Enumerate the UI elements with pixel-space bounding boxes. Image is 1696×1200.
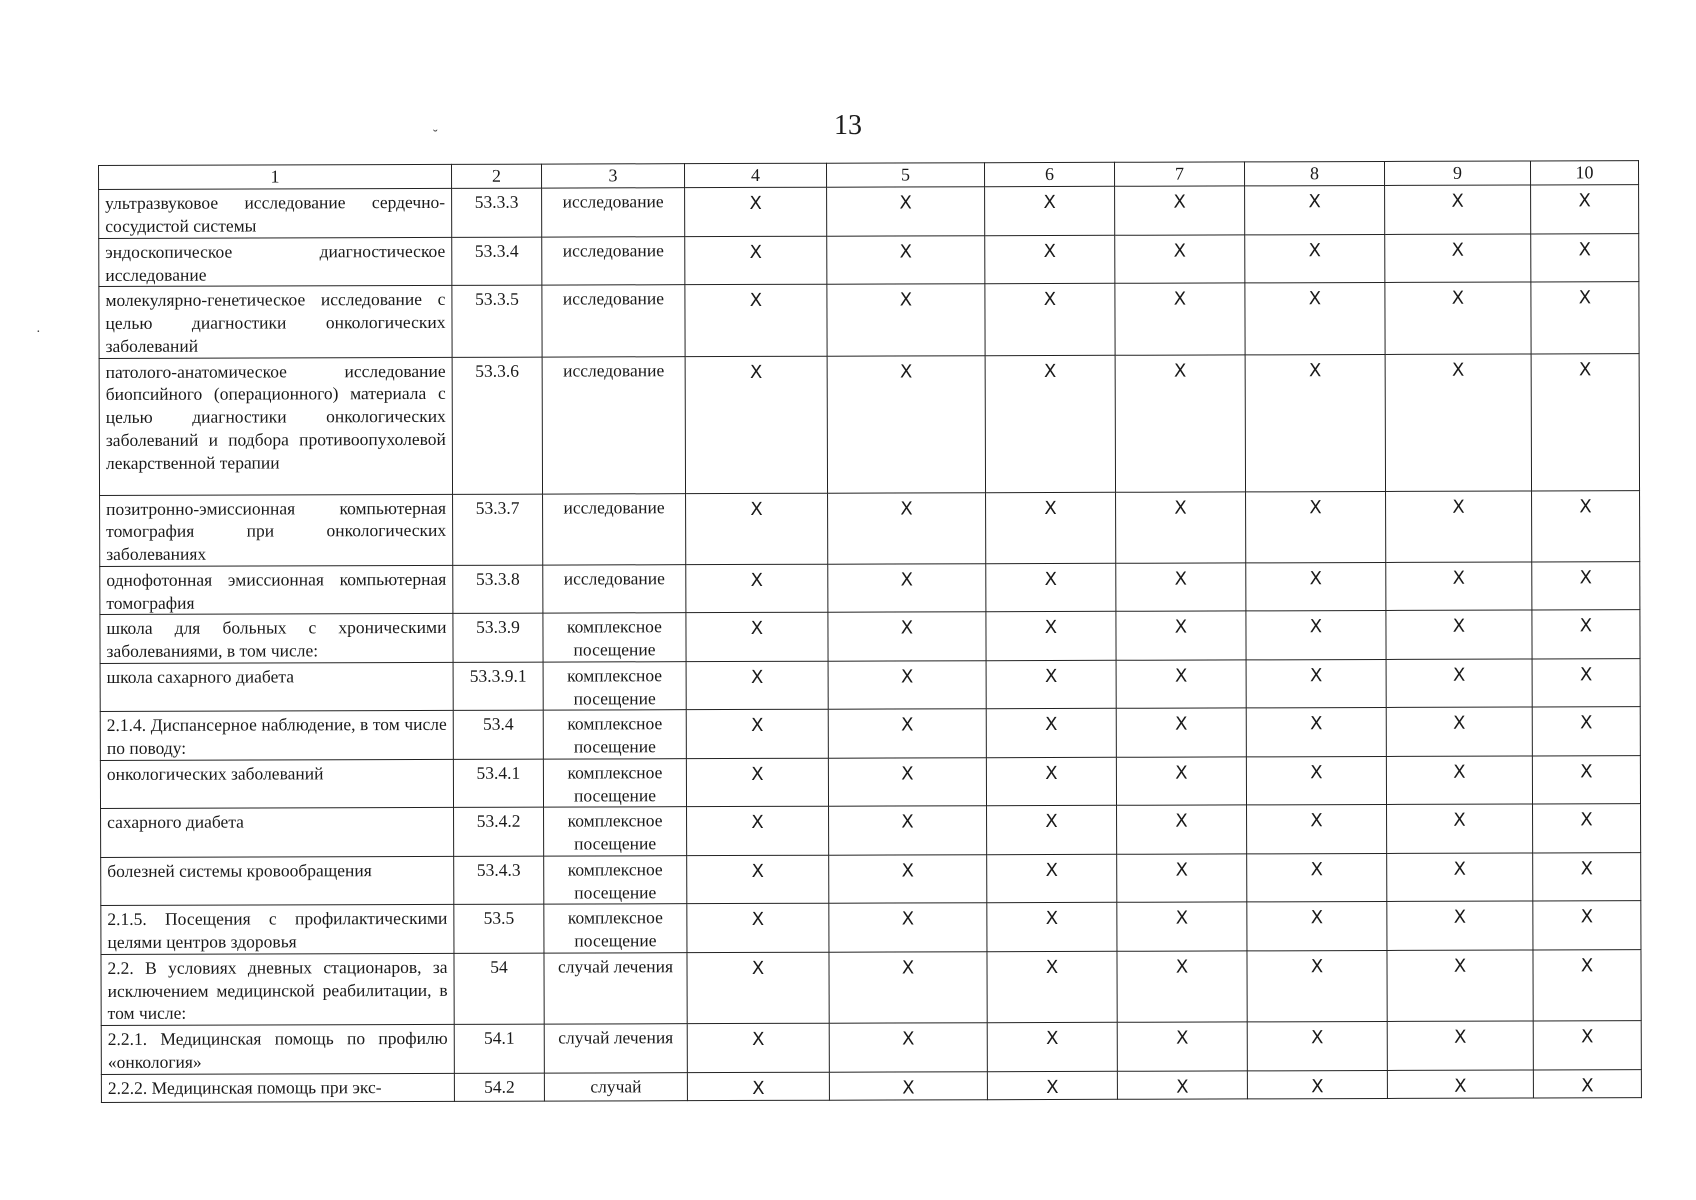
row-value-cell: X — [1385, 234, 1531, 283]
table-row — [100, 756, 1640, 809]
row-value-cell: X — [1532, 659, 1640, 708]
row-name-cell: 2.2.1. Медицинская помощь по профилю «онкология» — [101, 1025, 454, 1075]
row-value-cell: X — [987, 1071, 1117, 1100]
table-row — [101, 853, 1641, 906]
table-body — [99, 185, 1642, 1102]
row-value-cell: X — [1246, 562, 1386, 611]
row-name-cell: однофотонная эмиссионная компьютерная томография — [100, 565, 453, 615]
row-code-cell: 54.1 — [454, 1024, 544, 1073]
row-unit-cell: исследование — [543, 565, 686, 614]
header-cell: 6 — [984, 162, 1114, 187]
row-unit-cell: комплексное посещение — [543, 662, 686, 711]
row-value-cell: X — [1387, 950, 1533, 1022]
row-name-cell: болезней системы кровообращения — [101, 856, 454, 906]
row-name-cell: 2.1.5. Посещения с профилактическими целями центров здоровья — [101, 905, 454, 955]
table-row — [99, 185, 1639, 238]
row-value-cell: X — [1117, 951, 1247, 1023]
row-value-cell: X — [1116, 492, 1246, 564]
row-code-cell: 53.3.9.1 — [453, 662, 543, 711]
row-value-cell: X — [827, 236, 985, 285]
row-value-cell: X — [986, 492, 1116, 564]
row-name-cell: 2.2. В условиях дневных стационаров, за исключением медицинской реабилитации, в том числе: — [101, 953, 454, 1025]
row-value-cell: X — [987, 903, 1117, 952]
row-name-cell: школа сахарного диабета — [100, 662, 453, 712]
row-unit-cell: случай лечения — [544, 1024, 687, 1073]
table-row — [100, 610, 1640, 663]
table-row — [100, 562, 1640, 615]
row-name-cell: онкологических заболеваний — [100, 759, 453, 809]
table-row — [100, 490, 1640, 566]
row-unit-cell: комплексное посещение — [543, 759, 686, 808]
row-name-cell: ультразвуковое исследование сердечно-сосудистой системы — [99, 189, 452, 239]
row-name-cell: молекулярно-генетическое исследование с целью диагностики онкологических заболеваний — [99, 286, 452, 358]
row-name-cell: патолого-анатомическое исследование биопсийного (операционного) материала с целью диагностики онкологических заболеваний и подбора противоопухолевой лекарственной терапии — [99, 357, 452, 495]
row-value-cell: X — [986, 660, 1116, 709]
row-value-cell: X — [1532, 490, 1640, 562]
row-value-cell: X — [1531, 234, 1639, 283]
row-unit-cell: случай лечения — [544, 953, 687, 1025]
row-value-cell: X — [1246, 491, 1386, 563]
row-value-cell: X — [1386, 491, 1532, 563]
row-value-cell: X — [985, 355, 1115, 492]
row-value-cell: X — [986, 709, 1116, 758]
row-value-cell: X — [1116, 563, 1246, 612]
row-value-cell: X — [987, 1022, 1117, 1071]
table-row — [100, 707, 1640, 760]
row-value-cell: X — [985, 187, 1115, 236]
row-value-cell: X — [1532, 610, 1640, 659]
row-value-cell: X — [829, 855, 987, 904]
row-value-cell: X — [1387, 804, 1533, 853]
row-value-cell: X — [828, 612, 986, 661]
row-value-cell: X — [1531, 185, 1639, 234]
table-row — [100, 659, 1640, 712]
row-code-cell: 53.4.3 — [454, 856, 544, 905]
row-value-cell: X — [1247, 1022, 1387, 1071]
table-row — [101, 901, 1641, 954]
row-value-cell: X — [1386, 659, 1532, 708]
row-value-cell: X — [1246, 611, 1386, 660]
row-code-cell: 53.4.1 — [453, 759, 543, 808]
row-value-cell: X — [1115, 186, 1245, 235]
row-value-cell: X — [1246, 756, 1386, 805]
scan-speck: ˘ — [433, 128, 438, 143]
row-value-cell: X — [686, 613, 828, 662]
row-value-cell: X — [686, 758, 828, 807]
header-cell: 3 — [541, 164, 684, 189]
row-value-cell: X — [986, 612, 1116, 661]
header-cell: 1 — [99, 164, 452, 189]
header-cell: 9 — [1384, 161, 1530, 186]
table-row — [99, 234, 1639, 287]
row-name-cell: эндоскопическое диагностическое исследование — [99, 237, 452, 287]
row-value-cell: X — [828, 564, 986, 613]
table-row — [101, 950, 1641, 1026]
row-value-cell: X — [1533, 950, 1641, 1022]
header-cell: 4 — [684, 163, 826, 188]
row-value-cell: X — [1117, 1071, 1247, 1100]
row-value-cell: X — [829, 903, 987, 952]
table-row — [101, 1069, 1641, 1102]
row-value-cell: X — [1386, 707, 1532, 756]
row-unit-cell: комплексное посещение — [544, 904, 687, 953]
header-cell: 7 — [1114, 162, 1244, 187]
row-code-cell: 53.3.6 — [452, 357, 542, 494]
row-value-cell: X — [1386, 562, 1532, 611]
header-cell: 2 — [451, 164, 541, 189]
row-value-cell: X — [1116, 611, 1246, 660]
row-unit-cell: исследование — [542, 237, 685, 286]
row-code-cell: 53.4 — [453, 710, 543, 759]
header-cell: 5 — [826, 163, 984, 188]
row-value-cell: X — [1247, 805, 1387, 854]
row-value-cell: X — [1387, 1021, 1533, 1070]
row-code-cell: 53.5 — [454, 904, 544, 953]
row-value-cell: X — [985, 284, 1115, 356]
row-unit-cell: исследование — [542, 285, 685, 357]
row-value-cell: X — [987, 806, 1117, 855]
row-value-cell: X — [1387, 901, 1533, 950]
row-value-cell: X — [986, 563, 1116, 612]
row-code-cell: 54.2 — [454, 1073, 544, 1102]
row-code-cell: 54 — [454, 953, 544, 1025]
row-unit-cell: исследование — [543, 493, 686, 565]
row-value-cell: X — [1247, 902, 1387, 951]
row-value-cell: X — [828, 661, 986, 710]
row-value-cell: X — [828, 709, 986, 758]
row-value-cell: X — [687, 952, 829, 1024]
row-value-cell: X — [828, 758, 986, 807]
row-value-cell: X — [829, 1071, 987, 1100]
row-value-cell: X — [828, 492, 986, 564]
row-value-cell: X — [1385, 282, 1531, 354]
header-cell: 10 — [1530, 161, 1638, 186]
row-value-cell: X — [1247, 950, 1387, 1022]
row-value-cell: X — [987, 854, 1117, 903]
row-code-cell: 53.4.2 — [454, 807, 544, 856]
row-name-cell: школа для больных с хроническими заболеваниями, в том числе: — [100, 614, 453, 664]
row-value-cell: X — [1533, 853, 1641, 902]
row-value-cell: X — [1245, 186, 1385, 235]
row-value-cell: X — [686, 661, 828, 710]
row-name-cell: 2.2.2. Медицинская помощь при экс- — [101, 1073, 454, 1102]
row-value-cell: X — [687, 855, 829, 904]
row-value-cell: X — [1245, 354, 1385, 491]
row-value-cell: X — [985, 235, 1115, 284]
row-value-cell: X — [1387, 1070, 1533, 1099]
row-value-cell: X — [827, 187, 985, 236]
row-value-cell: X — [1117, 805, 1247, 854]
row-value-cell: X — [829, 806, 987, 855]
scan-speck: · — [36, 325, 41, 340]
row-value-cell: X — [1533, 804, 1641, 853]
row-code-cell: 53.3.3 — [452, 188, 542, 237]
row-code-cell: 53.3.7 — [453, 494, 543, 566]
row-value-cell: X — [686, 564, 828, 613]
table-row — [99, 353, 1639, 495]
row-value-cell: X — [827, 284, 985, 356]
row-value-cell: X — [987, 951, 1117, 1023]
table-row — [101, 804, 1641, 857]
row-value-cell: X — [1246, 708, 1386, 757]
row-unit-cell: комплексное посещение — [544, 856, 687, 905]
row-value-cell: X — [1245, 234, 1385, 283]
row-code-cell: 53.3.4 — [452, 237, 542, 286]
row-value-cell: X — [1531, 282, 1639, 354]
table-row — [101, 1021, 1641, 1074]
row-value-cell: X — [1115, 355, 1245, 492]
row-value-cell: X — [687, 1023, 829, 1072]
row-value-cell: X — [1532, 562, 1640, 611]
row-value-cell: X — [1533, 901, 1641, 950]
row-value-cell: X — [1246, 659, 1386, 708]
row-name-cell: позитронно-эмиссионная компьютерная томография при онкологических заболеваниях — [100, 494, 453, 566]
row-value-cell: X — [1117, 902, 1247, 951]
row-value-cell: X — [1533, 1069, 1641, 1098]
row-value-cell: X — [829, 952, 987, 1024]
row-value-cell: X — [1385, 354, 1531, 491]
row-value-cell: X — [1386, 610, 1532, 659]
row-value-cell: X — [1115, 283, 1245, 355]
row-value-cell: X — [1116, 660, 1246, 709]
page-number: 13 — [834, 110, 862, 141]
row-value-cell: X — [687, 807, 829, 856]
row-value-cell: X — [1245, 283, 1385, 355]
row-value-cell: X — [687, 904, 829, 953]
row-value-cell: X — [1116, 757, 1246, 806]
row-value-cell: X — [1531, 353, 1639, 490]
row-code-cell: 53.3.5 — [452, 285, 542, 357]
data-table — [98, 160, 1642, 1103]
row-value-cell: X — [1247, 853, 1387, 902]
row-value-cell: X — [1115, 235, 1245, 284]
row-code-cell: 53.3.9 — [453, 613, 543, 662]
row-code-cell: 53.3.8 — [453, 565, 543, 614]
row-value-cell: X — [1116, 708, 1246, 757]
row-value-cell: X — [827, 355, 985, 492]
row-unit-cell: комплексное посещение — [544, 807, 687, 856]
row-value-cell: X — [685, 356, 827, 493]
row-value-cell: X — [1532, 707, 1640, 756]
row-value-cell: X — [1386, 756, 1532, 805]
row-value-cell: X — [686, 493, 828, 565]
row-value-cell: X — [685, 188, 827, 237]
row-name-cell: 2.1.4. Диспансерное наблюдение, в том числе по поводу: — [100, 711, 453, 761]
row-unit-cell: комплексное посещение — [543, 613, 686, 662]
data-table-container — [98, 160, 1641, 1103]
row-value-cell: X — [1385, 185, 1531, 234]
row-value-cell: X — [1387, 853, 1533, 902]
row-value-cell: X — [1247, 1070, 1387, 1099]
row-value-cell: X — [1532, 756, 1640, 805]
row-value-cell: X — [685, 236, 827, 285]
row-value-cell: X — [1117, 1022, 1247, 1071]
row-value-cell: X — [986, 757, 1116, 806]
row-value-cell: X — [1533, 1021, 1641, 1070]
table-row — [99, 282, 1639, 358]
row-value-cell: X — [686, 710, 828, 759]
header-cell: 8 — [1244, 161, 1384, 186]
row-name-cell: сахарного диабета — [101, 808, 454, 858]
row-value-cell: X — [687, 1072, 829, 1101]
row-value-cell: X — [1117, 854, 1247, 903]
row-value-cell: X — [685, 285, 827, 357]
row-unit-cell: исследование — [542, 356, 685, 493]
row-unit-cell: комплексное посещение — [543, 710, 686, 759]
row-unit-cell: исследование — [542, 188, 685, 237]
row-value-cell: X — [829, 1023, 987, 1072]
row-unit-cell: случай — [544, 1072, 687, 1101]
